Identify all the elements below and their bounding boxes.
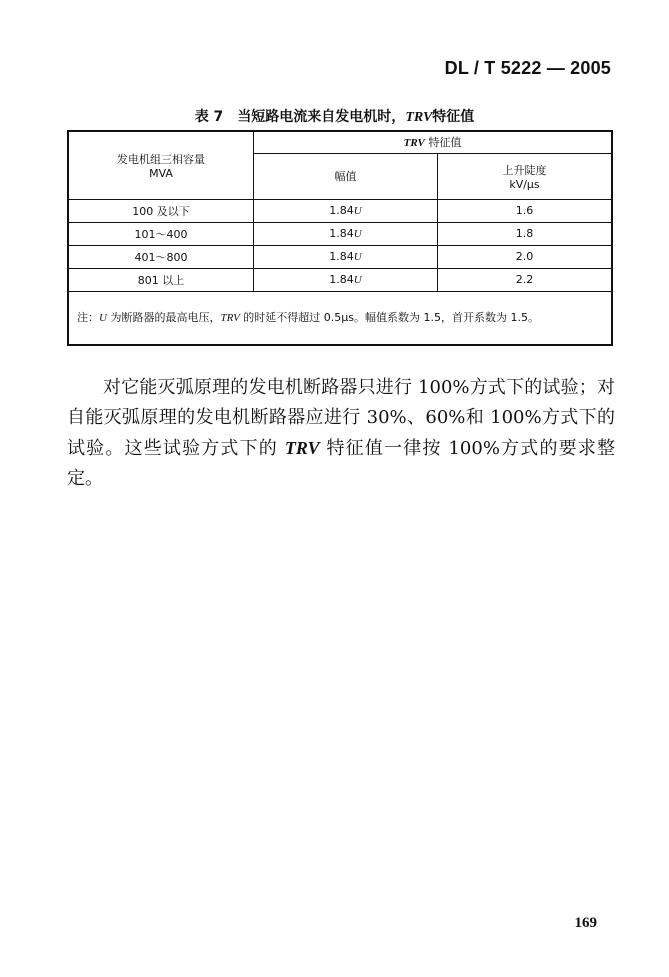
table-caption: [0, 106, 669, 126]
amplitude-cell: 1.84U: [254, 199, 438, 222]
amplitude-cell: 1.84U: [254, 222, 438, 245]
col-amplitude-header: 幅值: [254, 153, 438, 199]
paragraph-indent: [67, 377, 103, 398]
rate-cell: 2.2: [438, 268, 613, 291]
col-rate-header-line2: kV/μs: [509, 177, 540, 191]
paragraph-text-1: 对它能灭弧原理的发电机断路器只进行 100%方式下的试验；对自能灭弧原理的发电机断路器应进行 30%、60%和 100%方式下的试验。这些试验方式下的: [67, 377, 615, 459]
caption-text: 当短路电流来自发电机时，: [237, 109, 406, 125]
rate-cell: 1.8: [438, 222, 613, 245]
trv-group-header: [254, 131, 613, 153]
rate-cell: 1.6: [438, 199, 613, 222]
capacity-cell: 401～800: [68, 245, 254, 268]
amplitude-cell: 1.84U: [254, 245, 438, 268]
paragraph-text-2: 特征值一律按 100%方式的要求整定。: [67, 438, 615, 489]
trv-group-italic: TRV: [403, 137, 425, 150]
capacity-cell: 101～400: [68, 222, 254, 245]
caption-trv: TRV: [405, 110, 433, 125]
paragraph-trv: TRV: [284, 438, 320, 458]
table-note: 注：U 为断路器的最高电压，TRV 的时延不得超过 0.5μs。幅值系数为 1.5，首开系数为 1.5。: [68, 291, 612, 345]
table-header-row: [68, 131, 612, 153]
amplitude-cell: 1.84U: [254, 268, 438, 291]
table-row: [68, 268, 612, 291]
col-capacity-header-line2: MVA: [149, 166, 173, 180]
table-row: [68, 199, 612, 222]
caption-suffix: 特征值: [432, 109, 475, 125]
col-rate-header: [438, 153, 613, 199]
table-row: [68, 222, 612, 245]
col-capacity-header-line1: 发电机组三相容量: [117, 152, 205, 166]
capacity-cell: 801 以上: [68, 268, 254, 291]
body-paragraph: [67, 373, 615, 494]
trv-table: [67, 130, 613, 346]
table-note-row: [68, 291, 612, 345]
trv-group-suffix: 特征值: [424, 136, 462, 150]
col-rate-header-line1: 上升陡度: [502, 163, 547, 177]
rate-cell: 2.0: [438, 245, 613, 268]
table-number: 表 7: [194, 109, 224, 125]
document-id: DL / T 5222 — 2005: [444, 58, 611, 78]
capacity-cell: 100 及以下: [68, 199, 254, 222]
page-number: 169: [574, 915, 597, 931]
col-capacity-header: [68, 131, 254, 199]
table-row: [68, 245, 612, 268]
